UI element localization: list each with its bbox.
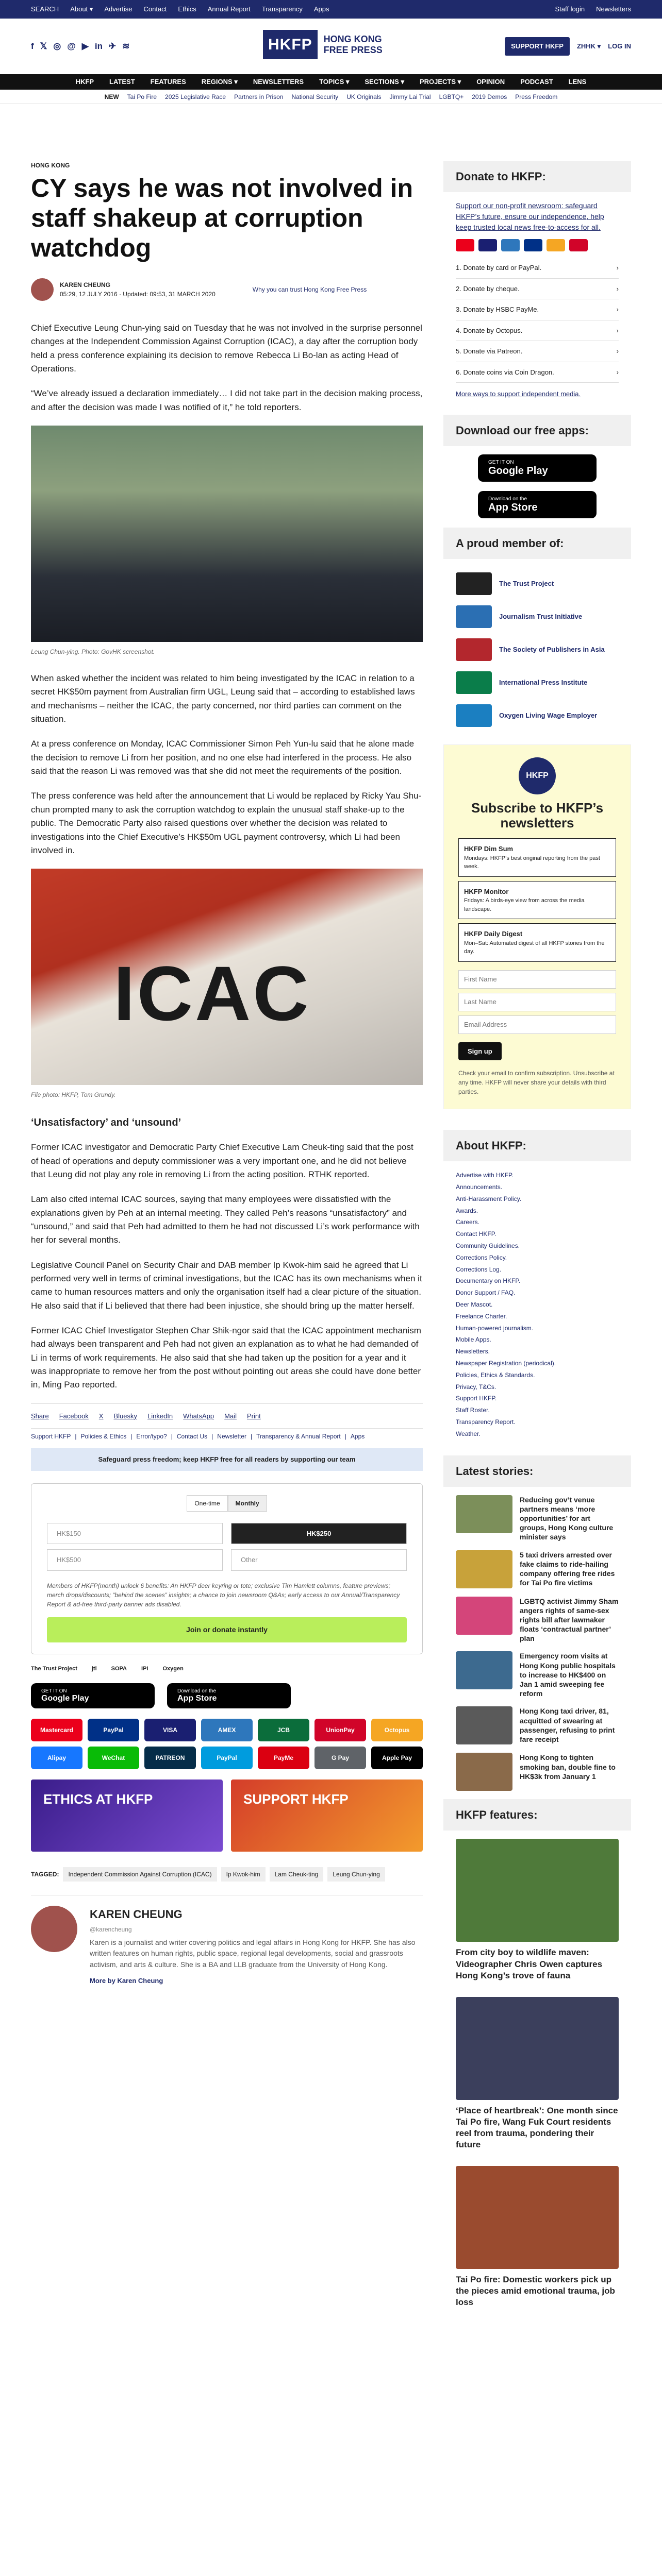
google-play-badge[interactable] <box>478 454 597 482</box>
about-link[interactable]: Corrections Policy. <box>456 1253 507 1261</box>
about-link[interactable]: Announcements. <box>456 1183 503 1191</box>
support-button[interactable]: SUPPORT HKFP <box>505 37 570 56</box>
sidebar <box>443 161 631 2324</box>
tag-link[interactable]: UK Originals <box>346 93 382 100</box>
newsletter-option[interactable] <box>458 923 616 962</box>
author-avatar <box>31 278 54 301</box>
share-mail[interactable]: Mail <box>224 1412 237 1420</box>
paragraph: Lam also cited internal ICAC sources, saying that many employees were dissatisfied with the explanations given by Peh at an internal meeting. They called Peh’s reasons “unsatisfactory” and “unsound,” and said that Peh had admitted to them he had not discussed Li’s work performance with her for several months. <box>31 1194 420 1245</box>
paragraph: Legislative Council Panel on Security Chair and DAB member Ip Kwok-him said he agreed that Li performed very well in terms of criminal investigations, but the ICAC has its own mechanisms when it came to human resources matters and only the organisation itself had a clear picture of the situation. He also said that if Li believed that there had been injustice, she should bring up the matter herself. <box>31 1260 422 1311</box>
author-details <box>90 1906 423 1987</box>
wechat-icon[interactable]: WeChat <box>88 1747 139 1769</box>
apple-pay-icon[interactable]: Apple Pay <box>371 1747 423 1769</box>
member-logos <box>31 1665 423 1673</box>
latest-story[interactable] <box>456 1597 619 1643</box>
tagged-topics <box>31 1867 423 1882</box>
visa-icon <box>478 239 497 251</box>
logo-text <box>324 34 383 55</box>
newsletter-signup <box>443 744 631 1110</box>
topbar-link-newsletters[interactable]: Newsletters <box>596 5 631 13</box>
topbar-link-about[interactable]: About ▾ <box>70 5 93 13</box>
patreon-icon[interactable]: PATREON <box>144 1747 196 1769</box>
byline <box>31 278 423 301</box>
about-links <box>443 1170 631 1455</box>
newsletter-fine-print: Check your email to confirm subscription. Unsubscribe at any time. HKFP will never share your details with third parties. <box>458 1070 615 1096</box>
share-print[interactable]: Print <box>246 1412 261 1420</box>
app-store-badge[interactable] <box>478 491 597 518</box>
membership-item[interactable] <box>456 699 619 732</box>
join-button[interactable]: Join or donate instantly <box>47 1617 407 1642</box>
topbar-link-advertise[interactable]: Advertise <box>104 5 133 13</box>
story-headline: Hong Kong taxi driver, 81, acquitted of swearing at passenger, refusing to print fare receipt <box>520 1707 615 1743</box>
nav-item-sections[interactable]: SECTIONS ▾ <box>365 78 404 86</box>
donate-method-label: 2. Donate by cheque. <box>456 284 520 293</box>
linkedin-icon[interactable]: in <box>94 41 103 52</box>
nav-item-newsletters[interactable]: NEWSLETTERS <box>253 78 304 86</box>
about-link[interactable]: Newsletters. <box>456 1348 490 1355</box>
paragraph: Chief Executive Leung Chun-ying said on Tuesday that he was not involved in the surprise personnel changes at the Independent Commission Against Corruption (ICAC), a day after the corruption body held a press conference explaining its decision to remove Rebecca Li Bo-lan as acting Head of Operations. <box>31 323 422 374</box>
about-link[interactable]: Freelance Charter. <box>456 1312 507 1320</box>
card-icons <box>443 239 631 258</box>
more-by-author-link[interactable]: More by Karen Cheung <box>90 1976 163 1985</box>
tag-link[interactable]: 2025 Legislative Race <box>165 93 226 100</box>
app-store-badges <box>31 1683 423 1708</box>
mastercard-icon <box>456 239 474 251</box>
latest-stories <box>443 1495 631 1791</box>
story-headline: 5 taxi drivers arrested over fake claims to ride-hailing company offering free rides for Tai Po fire victims <box>520 1550 615 1587</box>
donate-method-item[interactable] <box>456 341 619 362</box>
article-subheading: ‘Unsatisfactory’ and ‘unsound’ <box>31 1117 181 1129</box>
login-link[interactable]: LOG IN <box>608 42 631 50</box>
donate-methods-list <box>443 258 631 383</box>
octopus-icon <box>547 239 565 251</box>
article-photo-icac <box>31 869 423 1085</box>
topbar-link-apps[interactable]: Apps <box>313 5 329 13</box>
paragraph: Former ICAC Chief Investigator Stephen Char Shik-ngor said that the ICAC appointment mechanism had always been transparent and Peh had not given an explanation as to what he had demanded of Li in terms of work requirements. He also said that she had taken up the position for a year and it was inappropriate to remove her from the post without pointing out areas she could have done better in, Ming Pao reported. <box>31 1325 421 1390</box>
logo-line-2: FREE PRESS <box>323 44 383 55</box>
photo-caption: Leung Chun-ying. Photo: GovHK screenshot. <box>31 648 155 656</box>
nav-item-topics[interactable]: TOPICS ▾ <box>319 78 350 86</box>
author-box <box>31 1895 423 1987</box>
tag-link[interactable]: LGBTQ+ <box>439 93 464 100</box>
about-link[interactable]: Corrections Log. <box>456 1265 502 1273</box>
share-bar <box>31 1403 423 1429</box>
latest-story[interactable] <box>456 1495 619 1542</box>
about-link[interactable]: Policies, Ethics & Standards. <box>456 1371 535 1379</box>
donate-method-label: 5. Donate via Patreon. <box>456 347 523 355</box>
about-link[interactable]: Awards. <box>456 1207 478 1214</box>
membership-benefits: Members of HKFP(month) unlock 6 benefits: An HKFP deer keyring or tote; exclusive Tim Hamlett columns, feature previews; merch drops/discounts; “behind the scenes” insights; a chance to join newsroom Q&As; early access to our Annual/Transparency Report & ad-free third-party banner ads disabled. <box>47 1582 400 1608</box>
about-link[interactable]: Privacy, T&Cs. <box>456 1383 496 1391</box>
app-store-badge[interactable] <box>167 1683 291 1708</box>
instagram-icon[interactable]: ◎ <box>53 41 61 52</box>
story-headline: Reducing gov’t venue partners means ‘more opportunities’ for art groups, Hong Kong culture minister says <box>520 1495 614 1541</box>
donate-method-item[interactable] <box>456 279 619 300</box>
frequency-toggle <box>47 1495 407 1512</box>
trending-tags-bar <box>0 90 662 104</box>
ethics-banner[interactable]: ETHICS AT HKFP <box>31 1780 223 1852</box>
donate-method-label: 3. Donate by HSBC PayMe. <box>456 306 539 313</box>
feature-headline[interactable]: Tai Po fire: Domestic workers pick up the pieces amid emotional trauma, job loss <box>456 2275 615 2308</box>
about-heading: About HKFP: <box>443 1130 631 1161</box>
ipi-logo <box>456 671 492 694</box>
footer-link[interactable]: Policies & Ethics <box>80 1433 127 1440</box>
share-bluesky[interactable]: Bluesky <box>113 1412 137 1420</box>
badge-big: App Store <box>488 501 538 513</box>
main-nav <box>0 74 662 90</box>
x-icon[interactable]: 𝕏 <box>40 41 47 52</box>
newsletter-desc: Mondays: HKFP’s best original reporting from the past week. <box>464 855 600 870</box>
feature-image[interactable] <box>456 1839 619 1942</box>
about-link[interactable]: Advertise with HKFP. <box>456 1172 514 1179</box>
donate-method-label: 4. Donate by Octopus. <box>456 326 523 334</box>
payme-icon[interactable]: PayMe <box>258 1747 309 1769</box>
badge-big: Google Play <box>488 465 548 477</box>
byline-text <box>60 280 216 299</box>
membership-label: Journalism Trust Initiative <box>499 612 583 620</box>
topbar-link-staff[interactable]: Staff login <box>555 5 585 13</box>
about-link[interactable]: Staff Roster. <box>456 1406 490 1414</box>
social-icons <box>31 40 129 53</box>
badge-small: Download on the <box>488 496 527 502</box>
amount-option[interactable]: HK$150 <box>47 1523 223 1545</box>
author-handle[interactable]: @karencheung <box>90 1925 132 1933</box>
trust-project-logo <box>456 572 492 595</box>
newsletter-name: HKFP Dim Sum <box>464 845 514 853</box>
membership-label: The Trust Project <box>499 579 554 587</box>
chevron-right-icon: › <box>616 264 619 272</box>
story-headline: LGBTQ activist Jimmy Sham angers rights of same-sex rights bill after lawmaker floats ‘contractual partner’ plan <box>520 1597 619 1643</box>
feature-headline[interactable]: ‘Place of heartbreak’: One month since Tai Po fire, Wang Fuk Court residents reel from trauma, pondering their future <box>456 2105 618 2149</box>
article-photo-leung <box>31 426 423 642</box>
email-field[interactable] <box>458 1015 616 1034</box>
membership-item[interactable] <box>456 633 619 666</box>
about-link[interactable]: Mobile Apps. <box>456 1336 491 1344</box>
donate-heading: Donate to HKFP: <box>443 161 631 192</box>
paypal-icon[interactable]: PayPal <box>201 1747 253 1769</box>
donate-method-item[interactable] <box>456 299 619 320</box>
jti-logo <box>456 605 492 628</box>
newsletter-name: HKFP Daily Digest <box>464 930 523 938</box>
story-thumbnail <box>456 1706 512 1744</box>
story-thumbnail <box>456 1753 512 1791</box>
article-footer-links: Support HKFP | Policies & Ethics | Error/typo? | Contact Us | Newsletter | Transparency & Annual Report | Apps <box>31 1428 423 1448</box>
article-title: CY says he was not involved in staff shakeup at corruption watchdog <box>31 174 413 262</box>
about-link[interactable]: Support HKFP. <box>456 1395 497 1402</box>
tag-link[interactable]: Partners in Prison <box>234 93 284 100</box>
chevron-right-icon: › <box>616 347 619 355</box>
top-utility-bar <box>0 0 662 19</box>
nav-item-features[interactable]: FEATURES <box>150 78 186 86</box>
about-link[interactable]: Documentary on HKFP. <box>456 1277 521 1285</box>
topic-tag[interactable]: Independent Commission Against Corruption (ICAC) <box>63 1867 217 1882</box>
about-link[interactable]: Transparency Report. <box>456 1418 516 1426</box>
amex-icon <box>501 239 520 251</box>
alipay-icon[interactable]: Alipay <box>31 1747 82 1769</box>
latest-story[interactable] <box>456 1706 619 1744</box>
chevron-right-icon: › <box>616 284 619 293</box>
footer-link[interactable]: Contact Us <box>176 1433 208 1440</box>
logo-mark: HKFP <box>263 30 318 59</box>
membership-label: Oxygen Living Wage Employer <box>499 711 598 719</box>
paypal-icon <box>524 239 542 251</box>
trust-project-logo[interactable]: The Trust Project <box>31 1665 77 1672</box>
footer-link[interactable]: Transparency & Annual Report <box>256 1433 341 1440</box>
nav-item-opinion[interactable]: OPINION <box>476 78 505 86</box>
ipi-logo[interactable]: IPI <box>141 1665 148 1672</box>
donate-method-label: 1. Donate by card or PayPal. <box>456 264 542 272</box>
donate-method-item[interactable] <box>456 320 619 342</box>
icac-sign-text: ICAC <box>113 950 311 1037</box>
jcb-icon[interactable]: JCB <box>258 1719 309 1741</box>
share-linkedin[interactable]: LinkedIn <box>147 1412 173 1420</box>
donate-intro <box>443 200 631 239</box>
paragraph: When asked whether the incident was related to him being investigated by the ICAC in relation to a secret HK$50m payment from Australian firm UGL, Leung said that – according to established laws and mechanisms – neither the ICAC, the party concerned, nor third parties can comment on the situation. <box>31 673 415 724</box>
photo-caption: File photo: HKFP, Tom Grundy. <box>31 1091 116 1099</box>
latest-story[interactable] <box>456 1753 619 1791</box>
paypal-icon[interactable]: PayPal <box>88 1719 139 1741</box>
about-link[interactable]: Contact HKFP. <box>456 1230 496 1238</box>
support-banner[interactable]: SUPPORT HKFP <box>231 1780 423 1852</box>
donation-widget <box>31 1483 423 1654</box>
topbar-link-search[interactable]: SEARCH <box>31 5 59 13</box>
badge-big: App Store <box>177 1694 217 1703</box>
badge-small: Download on the <box>177 1688 217 1694</box>
membership-label: The Society of Publishers in Asia <box>499 645 605 653</box>
donate-method-label: 6. Donate coins via Coin Dragon. <box>456 368 554 376</box>
share-x[interactable]: X <box>98 1412 104 1420</box>
paragraph: “We’ve already issued a declaration immediately… I did not take part in the decision making process, and after the decision was made I was notified of it,” he told reporters. <box>31 388 423 412</box>
feature-image[interactable] <box>456 1997 619 2100</box>
unionpay-icon[interactable]: UnionPay <box>315 1719 366 1741</box>
topic-tag[interactable]: Leung Chun-ying <box>327 1867 385 1882</box>
mastercard-icon[interactable]: Mastercard <box>31 1719 82 1741</box>
sopa-logo <box>456 638 492 661</box>
visa-icon[interactable]: VISA <box>144 1719 196 1741</box>
amex-icon[interactable]: AMEX <box>201 1719 253 1741</box>
latest-story[interactable] <box>456 1651 619 1698</box>
about-link[interactable]: Anti-Harassment Policy. <box>456 1195 522 1202</box>
payment-methods <box>31 1719 423 1769</box>
share-label: Share <box>31 1412 49 1420</box>
chevron-right-icon: › <box>616 368 619 376</box>
last-name-field[interactable] <box>458 993 616 1011</box>
membership-item[interactable] <box>456 666 619 699</box>
author-box-name[interactable]: KAREN CHEUNG <box>90 1907 183 1921</box>
google-pay-icon[interactable]: G Pay <box>315 1747 366 1769</box>
nav-item-latest[interactable]: LATEST <box>109 78 135 86</box>
story-thumbnail <box>456 1495 512 1533</box>
author-bio: Karen is a journalist and writer covering politics and legal affairs in Hong Kong for HKFP. She has also written features on human rights, public space, regional legal developments, social and grassroots activism, and arts & culture. She is a BA and LLB graduate from the University of Hong Kong. <box>90 1938 416 1969</box>
jti-logo[interactable]: jti <box>91 1665 97 1672</box>
promo-banners <box>31 1780 423 1852</box>
site-logo[interactable] <box>263 30 383 59</box>
article-dates: 05:29, 12 JULY 2016 · Updated: 09:53, 31 MARCH 2020 <box>60 291 216 298</box>
about-link[interactable]: Newspaper Registration (periodical). <box>456 1360 556 1367</box>
badge-small: GET IT ON <box>488 459 514 465</box>
topbar-link-transparency[interactable]: Transparency <box>261 5 303 13</box>
amount-option[interactable]: HK$500 <box>47 1549 223 1571</box>
safeguard-banner[interactable]: Safeguard press freedom; keep HKFP free for all readers by supporting our team <box>31 1448 423 1471</box>
masthead-actions <box>505 37 631 56</box>
newsletter-logo: HKFP <box>519 757 556 794</box>
tagged-label: TAGGED: <box>31 1870 59 1878</box>
tab-one-time[interactable]: One-time <box>187 1495 227 1512</box>
newsletter-option[interactable] <box>458 838 616 877</box>
feature-headline[interactable]: From city boy to wildlife maven: Videographer Chris Owen captures Hong Kong’s trove of fauna <box>456 1947 603 1980</box>
nav-item-lens[interactable]: LENS <box>568 78 587 86</box>
latest-heading: Latest stories: <box>443 1455 631 1487</box>
tab-monthly[interactable]: Monthly <box>228 1495 267 1512</box>
sopa-logo[interactable]: SOPA <box>111 1665 127 1672</box>
signup-button[interactable]: Sign up <box>458 1042 502 1061</box>
tag-link[interactable]: 2019 Demos <box>472 93 507 100</box>
chevron-right-icon: › <box>616 326 619 334</box>
nav-item-projects[interactable]: PROJECTS ▾ <box>419 78 461 86</box>
membership-item[interactable] <box>456 567 619 600</box>
nav-item-hkfp[interactable]: HKFP <box>75 78 94 86</box>
oxygen-logo[interactable]: Oxygen <box>162 1665 184 1672</box>
nav-item-regions[interactable]: REGIONS ▾ <box>201 78 238 86</box>
tags-label: NEW <box>104 93 119 100</box>
share-facebook[interactable]: Facebook <box>59 1412 89 1420</box>
trust-link[interactable]: Why you can trust Hong Kong Free Press <box>252 286 367 293</box>
topic-tag[interactable]: Ip Kwok-him <box>221 1867 266 1882</box>
rss-icon[interactable]: ≋ <box>122 41 130 52</box>
story-thumbnail <box>456 1550 512 1588</box>
chevron-right-icon: › <box>616 306 619 313</box>
newsletter-desc: Fridays: A birds-eye view from across the media landscape. <box>464 897 585 912</box>
newsletter-name: HKFP Monitor <box>464 887 509 895</box>
about-link[interactable]: Donor Support / FAQ. <box>456 1289 516 1297</box>
about-link[interactable]: Community Guidelines. <box>456 1242 520 1250</box>
author-photo <box>31 1906 77 1952</box>
badge-big: Google Play <box>41 1694 89 1703</box>
about-link[interactable]: Weather. <box>456 1430 481 1437</box>
membership-label: International Press Institute <box>499 678 588 686</box>
story-headline: Emergency room visits at Hong Kong public hospitals to increase to HK$400 on Jan 1 amid sweeping fee reform <box>520 1652 616 1698</box>
amount-option-selected[interactable]: HK$250 <box>231 1523 407 1545</box>
topic-tag[interactable]: Lam Cheuk-ting <box>270 1867 324 1882</box>
paragraph: The press conference was held after the announcement that Li would be replaced by Ricky Yau Shu-chun prompted many to ask the corruption watchdog to explain the unusual staff shake-up to the public. The Democratic Party also raised questions over whether the decision was related to investigations into the Chief Executive’s HK$50m UGL payment controversy, which Li had been involved in. <box>31 791 422 855</box>
footer-link[interactable]: Support HKFP <box>31 1433 71 1440</box>
story-thumbnail <box>456 1651 512 1689</box>
apps-heading: Download our free apps: <box>443 415 631 446</box>
language-selector[interactable]: ZHHK ▾ <box>576 42 601 50</box>
donate-method-item[interactable] <box>456 258 619 279</box>
newsletter-option[interactable] <box>458 881 616 920</box>
threads-icon[interactable]: @ <box>67 41 76 52</box>
feature-stories <box>443 1839 631 2308</box>
page-body <box>0 161 662 2324</box>
about-link[interactable]: Human-powered journalism. <box>456 1324 534 1332</box>
newsletter-desc: Mon–Sat: Automated digest of all HKFP stories from the day. <box>464 940 605 955</box>
article-category[interactable]: HONG KONG <box>31 162 70 169</box>
unionpay-icon <box>569 239 588 251</box>
amount-options <box>47 1523 407 1571</box>
about-link[interactable]: Careers. <box>456 1218 480 1226</box>
amount-other[interactable]: Other <box>231 1549 407 1571</box>
topbar-link-annual-report[interactable]: Annual Report <box>207 5 251 13</box>
more-ways-link[interactable]: More ways to support independent media. <box>456 390 581 398</box>
footer-link[interactable]: Error/typo? <box>136 1433 167 1440</box>
author-name[interactable]: KAREN CHEUNG <box>60 281 111 289</box>
footer-link[interactable]: Apps <box>350 1433 365 1440</box>
nav-item-podcast[interactable]: PODCAST <box>520 78 553 86</box>
donate-intro-link[interactable]: Support our non-profit newsroom: safeguard HKFP’s future, ensure our independence, help keep trusted local news free-to-access for all. <box>456 201 604 231</box>
latest-story[interactable] <box>456 1550 619 1588</box>
google-play-badge[interactable] <box>31 1683 155 1708</box>
membership-list <box>443 567 631 732</box>
topbar-link-ethics[interactable]: Ethics <box>178 5 196 13</box>
donate-method-item[interactable] <box>456 362 619 383</box>
feature-image[interactable] <box>456 2166 619 2269</box>
story-thumbnail <box>456 1597 512 1635</box>
logo-line-1: HONG KONG <box>323 33 382 44</box>
article <box>31 161 423 2324</box>
footer-link[interactable]: Newsletter <box>217 1433 246 1440</box>
story-headline: Hong Kong to tighten smoking ban, double fine to HK$3k from January 1 <box>520 1753 616 1781</box>
tag-link[interactable]: Jimmy Lai Trial <box>389 93 431 100</box>
features-heading: HKFP features: <box>443 1799 631 1831</box>
facebook-icon[interactable]: f <box>31 41 34 52</box>
tag-link[interactable]: Press Freedom <box>515 93 558 100</box>
octopus-icon[interactable]: Octopus <box>371 1719 423 1741</box>
proud-heading: A proud member of: <box>443 528 631 559</box>
oxygen-logo <box>456 704 492 727</box>
topbar-link-contact[interactable]: Contact <box>143 5 167 13</box>
badge-small: GET IT ON <box>41 1688 67 1694</box>
first-name-field[interactable] <box>458 970 616 989</box>
newsletter-heading: Subscribe to HKFP’s newsletters <box>471 800 604 831</box>
telegram-icon[interactable]: ✈ <box>108 41 117 52</box>
membership-item[interactable] <box>456 600 619 633</box>
tag-link[interactable]: Tai Po Fire <box>127 93 157 100</box>
masthead <box>0 19 662 74</box>
youtube-icon[interactable]: ▶ <box>81 41 89 52</box>
paragraph: Former ICAC investigator and Democratic Party Chief Executive Lam Cheuk-ting said that the post of head of operations and deputy commissioner was a very important one, and he did not believe that Leung did not play any role in removing Li from the acting position. RTHK reported. <box>31 1142 413 1179</box>
paragraph: At a press conference on Monday, ICAC Commissioner Simon Peh Yun-lu said that he alone made the decision to remove Li from her position, and no one else had interfered in the process. He also said that the reason Li was removed was that she did not meet the requirements of the position. <box>31 739 415 776</box>
about-link[interactable]: Deer Mascot. <box>456 1301 493 1309</box>
share-whatsapp[interactable]: WhatsApp <box>183 1412 214 1420</box>
tag-link[interactable]: National Security <box>291 93 339 100</box>
